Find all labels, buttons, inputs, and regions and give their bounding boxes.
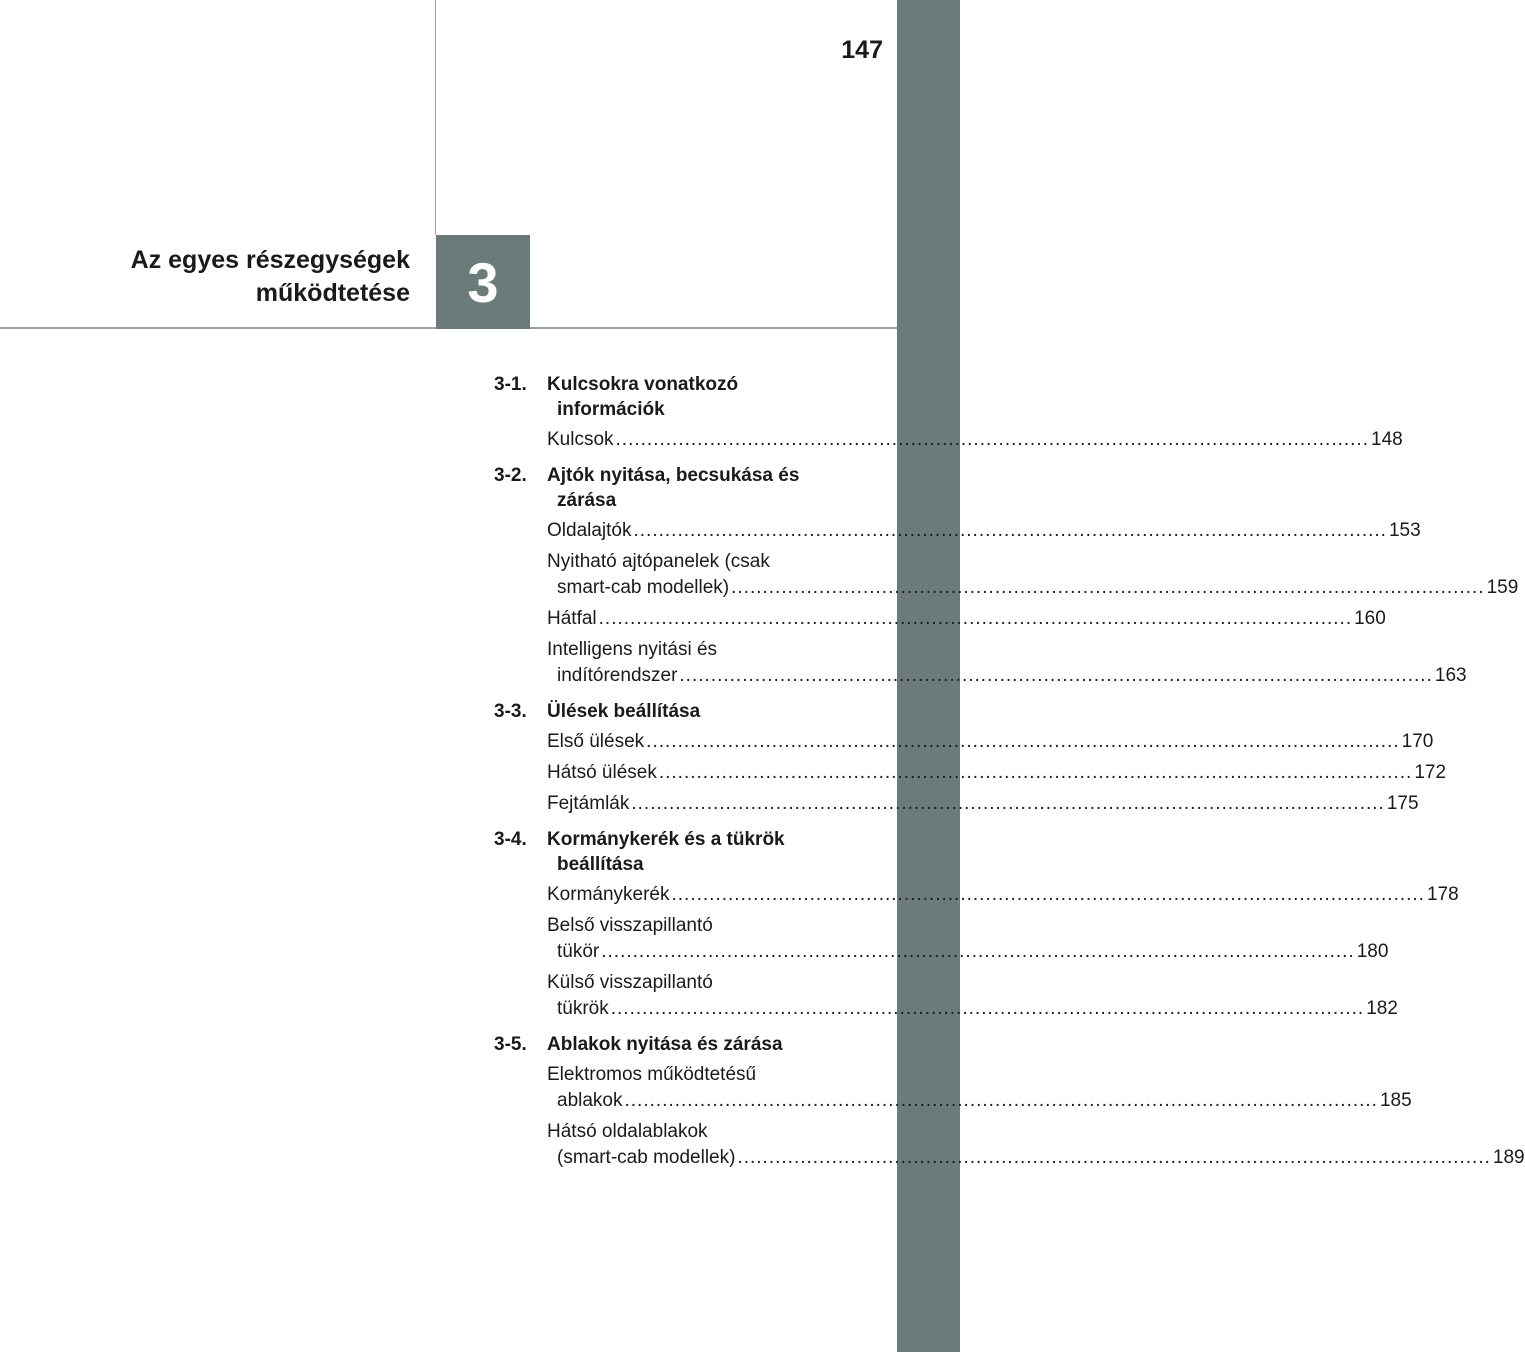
entry-title-first-line: Külső visszapillantó bbox=[547, 972, 713, 993]
toc-entry[interactable] bbox=[547, 913, 1389, 965]
leader-dots: ........................................................................................................................ bbox=[624, 1090, 1378, 1111]
entry-line bbox=[547, 882, 1459, 908]
entry-title: Kulcsok bbox=[547, 429, 614, 450]
section-title: Kormánykerék és a tükrök beállítása bbox=[547, 829, 785, 875]
entry-title: Oldalajtók bbox=[547, 520, 632, 541]
entry-line bbox=[547, 575, 1519, 601]
entry-title: Kormánykerék bbox=[547, 884, 670, 905]
entry-title: Hátsó ülések bbox=[547, 762, 657, 783]
toc-entry[interactable] bbox=[547, 606, 1386, 632]
entry-line bbox=[547, 791, 1419, 817]
leader-dots: ........................................................................................................................ bbox=[658, 762, 1413, 783]
page-number: 147 bbox=[841, 36, 883, 64]
section-title: Kulcsokra vonatkozó információk bbox=[547, 374, 739, 420]
toc-section bbox=[494, 827, 1459, 1022]
leader-dots: ........................................................................................................................ bbox=[615, 429, 1369, 450]
entry-line bbox=[547, 518, 1421, 544]
leader-dots: ........................................................................................................................ bbox=[646, 731, 1400, 752]
table-of-contents bbox=[494, 372, 1525, 1171]
entry-line bbox=[547, 427, 1403, 453]
entry-page-number: 170 bbox=[1401, 731, 1434, 752]
entry-page-number: 148 bbox=[1371, 429, 1403, 450]
entry-title: Hátfal bbox=[547, 608, 597, 629]
leader-dots: ........................................................................................................................ bbox=[631, 793, 1385, 814]
entry-title-first-line: Nyitható ajtópanelek (csak bbox=[547, 551, 770, 572]
entry-line bbox=[547, 939, 1389, 965]
entry-page-number: 185 bbox=[1379, 1090, 1412, 1111]
section-number: 3-2. bbox=[494, 465, 527, 486]
toc-entry[interactable] bbox=[547, 637, 1467, 689]
entry-title: Első ülések bbox=[547, 731, 645, 752]
entry-line bbox=[547, 1145, 1525, 1171]
toc-entry[interactable] bbox=[547, 729, 1434, 755]
entry-line bbox=[547, 663, 1467, 689]
entry-title-first-line: Elektromos működtetésű bbox=[547, 1064, 757, 1085]
entry-title: tükrök bbox=[557, 998, 609, 1019]
entry-page-number: 163 bbox=[1434, 665, 1467, 686]
leader-dots: ........................................................................................................................ bbox=[671, 884, 1425, 905]
toc-entry[interactable] bbox=[547, 549, 1519, 601]
leader-dots: ........................................................................................................................ bbox=[737, 1147, 1491, 1168]
section-number: 3-4. bbox=[494, 829, 527, 850]
entry-title: Fejtámlák bbox=[547, 793, 630, 814]
section-number: 3-3. bbox=[494, 701, 527, 722]
entry-title: (smart-cab modellek) bbox=[557, 1147, 736, 1168]
entry-title: smart-cab modellek) bbox=[557, 577, 730, 598]
toc-entry[interactable] bbox=[547, 1062, 1412, 1114]
section-number: 3-5. bbox=[494, 1034, 527, 1055]
entry-line bbox=[547, 1088, 1412, 1114]
toc-section bbox=[494, 463, 1519, 689]
entry-page-number: 182 bbox=[1366, 998, 1398, 1019]
entry-page-number: 159 bbox=[1486, 577, 1519, 598]
leader-dots: ........................................................................................................................ bbox=[598, 608, 1353, 629]
entry-page-number: 189 bbox=[1492, 1147, 1525, 1168]
leader-dots: ........................................................................................................................ bbox=[633, 520, 1387, 541]
entry-line bbox=[547, 729, 1434, 755]
section-title: Ülések beállítása bbox=[547, 701, 701, 722]
section-title: Ajtók nyitása, becsukása és zárása bbox=[547, 465, 800, 511]
toc-entry[interactable] bbox=[547, 791, 1419, 817]
entry-title-first-line: Intelligens nyitási és bbox=[547, 639, 718, 660]
entry-line bbox=[547, 996, 1398, 1022]
entry-page-number: 153 bbox=[1388, 520, 1421, 541]
toc-entry[interactable] bbox=[547, 1119, 1525, 1171]
toc-section bbox=[494, 699, 1447, 817]
entry-title: tükör bbox=[557, 941, 600, 962]
entry-title-first-line: Hátsó oldalablakok bbox=[547, 1121, 708, 1142]
entry-page-number: 172 bbox=[1414, 762, 1447, 783]
entry-page-number: 175 bbox=[1386, 793, 1419, 814]
entry-title-first-line: Belső visszapillantó bbox=[547, 915, 713, 936]
entry-line bbox=[547, 606, 1386, 632]
chapter-number: 3 bbox=[467, 250, 499, 314]
leader-dots: ........................................................................................................................ bbox=[731, 577, 1485, 598]
watermark: carmanualsonline.info bbox=[680, 1318, 875, 1340]
section-title: Ablakok nyitása és zárása bbox=[547, 1034, 783, 1055]
toc-entry[interactable] bbox=[547, 970, 1398, 1022]
leader-dots: ........................................................................................................................ bbox=[601, 941, 1355, 962]
entry-title: ablakok bbox=[557, 1090, 623, 1111]
toc-entry[interactable] bbox=[547, 760, 1447, 786]
entry-title: indítórendszer bbox=[557, 665, 678, 686]
toc-entry[interactable] bbox=[547, 518, 1421, 544]
entry-line bbox=[547, 760, 1447, 786]
toc-section bbox=[494, 372, 1403, 453]
entry-page-number: 178 bbox=[1426, 884, 1459, 905]
chapter-title-line-2: működtetése bbox=[255, 279, 410, 307]
section-number: 3-1. bbox=[494, 374, 527, 395]
vertical-divider bbox=[435, 0, 436, 235]
leader-dots: ........................................................................................................................ bbox=[679, 665, 1433, 686]
chapter-title-line-1: Az egyes részegységek bbox=[130, 246, 410, 274]
toc-section bbox=[494, 1032, 1525, 1171]
chapter-title bbox=[40, 244, 410, 310]
toc-entry[interactable] bbox=[547, 882, 1459, 908]
leader-dots: ........................................................................................................................ bbox=[610, 998, 1365, 1019]
entry-page-number: 160 bbox=[1354, 608, 1386, 629]
entry-page-number: 180 bbox=[1356, 941, 1389, 962]
chapter-number-box bbox=[436, 235, 530, 329]
toc-entry[interactable] bbox=[547, 427, 1403, 453]
